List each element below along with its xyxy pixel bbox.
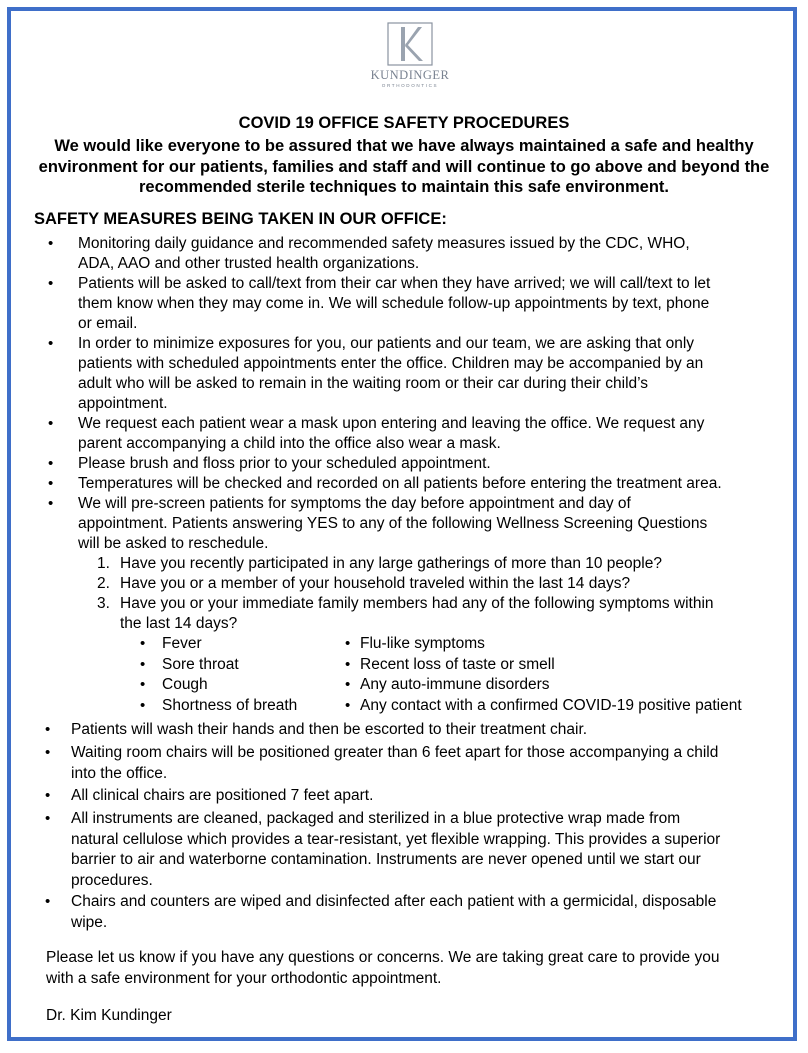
measure-line: Temperatures will be checked and recorded on all patients before entering the treatment area.: [78, 475, 722, 492]
bullet-marker: •: [345, 635, 351, 652]
bullet-marker: •: [45, 787, 51, 804]
question-line: Have you or your immediate family members had any of the following symptoms within: [120, 595, 714, 612]
measure-line: All clinical chairs are positioned 7 feet apart.: [71, 787, 374, 804]
measure-line: patients with scheduled appointments enter the office. Children may be accompanied by an: [78, 355, 704, 372]
question-line: Have you recently participated in any large gatherings of more than 10 people?: [120, 555, 662, 572]
symptom-item: Sore throat: [162, 655, 239, 673]
bullet-marker: •: [345, 655, 351, 673]
measure-line: Please brush and floss prior to your scheduled appointment.: [78, 455, 491, 472]
measure-line: We request each patient wear a mask upon entering and leaving the office. We request any: [78, 415, 705, 432]
measure-line: them know when they may come in. We will schedule follow-up appointments by text, phone: [78, 295, 710, 312]
symptom-item: Any contact with a confirmed COVID-19 positive patient: [360, 697, 742, 715]
page-title: COVID 19 OFFICE SAFETY PROCEDURES: [238, 114, 570, 132]
measure-line: All instruments are cleaned, packaged and sterilized in a blue protective wrap made from: [71, 810, 681, 827]
section-heading: SAFETY MEASURES BEING TAKEN IN OUR OFFICE:: [34, 210, 447, 228]
measure-line: Monitoring daily guidance and recommended safety measures issued by the CDC, WHO,: [78, 235, 690, 252]
symptom-item: Any auto-immune disorders: [360, 676, 550, 694]
bullet-marker: •: [45, 721, 51, 738]
measure-line: ADA, AAO and other trusted health organizations.: [78, 255, 420, 272]
question-number: 1.: [97, 555, 110, 572]
symptom-item: Flu-like symptoms: [360, 635, 485, 652]
measure-line: will be asked to reschedule.: [78, 535, 269, 552]
question-number: 3.: [97, 595, 110, 612]
k-monogram-icon: [387, 22, 433, 66]
question-number: 2.: [97, 575, 110, 592]
bullet-marker: •: [48, 335, 54, 352]
closing-line: Please let us know if you have any questions or concerns. We are taking great care to provide you: [46, 949, 720, 966]
bullet-marker: •: [345, 676, 351, 694]
signature: Dr. Kim Kundinger: [46, 1007, 172, 1024]
kundinger-logo: [360, 22, 460, 88]
measure-line: procedures.: [71, 871, 153, 889]
bullet-marker: •: [48, 475, 54, 492]
bullet-marker: •: [140, 676, 146, 694]
bullet-marker: •: [45, 744, 51, 761]
bullet-marker: •: [345, 697, 351, 715]
symptom-item: Recent loss of taste or smell: [360, 655, 555, 673]
logo-name: KUNDINGER: [370, 68, 450, 82]
measure-line: appointment.: [78, 395, 168, 412]
measure-line: Chairs and counters are wiped and disinfected after each patient with a germicidal, disposable: [71, 893, 717, 910]
measure-line: Patients will be asked to call/text from their car when they have arrived; we will call/text to let: [78, 275, 711, 292]
bullet-marker: •: [140, 697, 146, 715]
measure-line: natural cellulose which provides a tear-resistant, yet flexible wrapping. This provides a superior: [71, 830, 721, 848]
closing-line: with a safe environment for your orthodontic appointment.: [46, 969, 442, 987]
bullet-marker: •: [48, 455, 54, 472]
measure-line: wipe.: [71, 913, 108, 931]
symptom-item: Fever: [162, 635, 202, 652]
bullet-marker: •: [48, 495, 54, 512]
measure-line: parent accompanying a child into the office also wear a mask.: [78, 435, 501, 452]
measure-line: adult who will be asked to remain in the waiting room or their car during their child’s: [78, 375, 649, 392]
measure-line: appointment. Patients answering YES to any of the following Wellness Screening Questions: [78, 515, 708, 532]
symptom-item: Cough: [162, 676, 208, 694]
measure-line: We will pre-screen patients for symptoms the day before appointment and day of: [78, 495, 631, 512]
measure-line: In order to minimize exposures for you, our patients and our team, we are asking that only: [78, 335, 695, 352]
bullet-marker: •: [45, 893, 51, 910]
intro-statement: We would like everyone to be assured that we have always maintained a safe and healthy environment for our patients, families and staff and will continue to go above and beyond the recommended sterile techniques to maintain this safe environment.: [38, 137, 770, 196]
question-line: the last 14 days?: [120, 615, 238, 632]
bullet-marker: •: [48, 275, 54, 292]
symptom-item: Shortness of breath: [162, 697, 298, 715]
question-line: Have you or a member of your household traveled within the last 14 days?: [120, 575, 631, 592]
measure-line: into the office.: [71, 764, 168, 782]
measure-line: or email.: [78, 315, 138, 332]
bullet-marker: •: [45, 810, 51, 827]
measure-line: barrier to air and waterborne contamination. Instruments are never opened until we start our: [71, 851, 701, 868]
bullet-marker: •: [140, 655, 146, 673]
measure-line: Patients will wash their hands and then be escorted to their treatment chair.: [71, 721, 588, 738]
bullet-marker: •: [140, 635, 146, 652]
logo-subtitle: ORTHODONTICS: [381, 83, 439, 88]
bullet-marker: •: [48, 235, 54, 252]
measure-line: Waiting room chairs will be positioned greater than 6 feet apart for those accompanying a child: [71, 744, 719, 761]
bullet-marker: •: [48, 415, 54, 432]
